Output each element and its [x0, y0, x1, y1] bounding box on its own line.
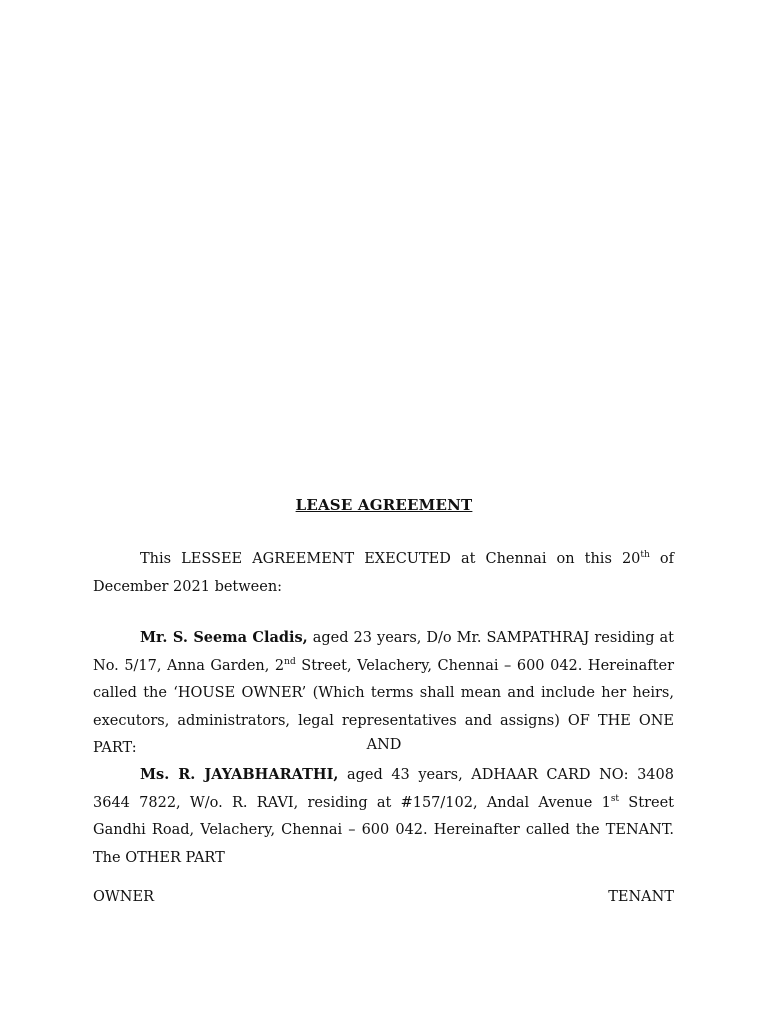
and-separator: AND	[366, 737, 402, 753]
intro-paragraph	[93, 546, 674, 601]
owner-street-suffix: nd	[284, 656, 296, 667]
owner-signature-label: OWNER	[93, 889, 154, 905]
signature-row	[93, 889, 674, 905]
tenant-name: Ms. R. JAYABHARATHI,	[140, 766, 339, 783]
tenant-street-suffix: st	[610, 793, 620, 804]
tenant-signature-label: TENANT	[608, 889, 674, 905]
intro-text-b: of December 2021 between:	[93, 551, 674, 595]
owner-text-a: aged 23 years, D/o Mr. SAMPATHRAJ residing at No. 5/17, Anna Garden, 2	[93, 630, 674, 674]
intro-date-suffix: th	[640, 550, 650, 561]
intro-text-a: This LESSEE AGREEMENT EXECUTED at Chennai on this 20	[140, 551, 641, 567]
owner-name: Mr. S. Seema Cladis,	[140, 629, 308, 646]
owner-text-b: Street, Velachery, Chennai – 600 042. Hereinafter called the ‘HOUSE OWNER’ (Which terms shall mean and include her heirs, executors, administrators, legal representatives and assigns) OF THE ONE PART:	[93, 657, 674, 756]
tenant-party-paragraph	[93, 761, 674, 872]
tenant-text-b: Street Gandhi Road, Velachery, Chennai – 600 042. Hereinafter called the TENANT. The OTHER PART	[93, 794, 674, 866]
tenant-text-a: aged 43 years, ADHAAR CARD NO: 3408 3644 7822, W/o. R. RAVI, residing at #157/102, Andal Avenue 1	[93, 767, 674, 811]
document-title: LEASE AGREEMENT	[295, 496, 473, 514]
